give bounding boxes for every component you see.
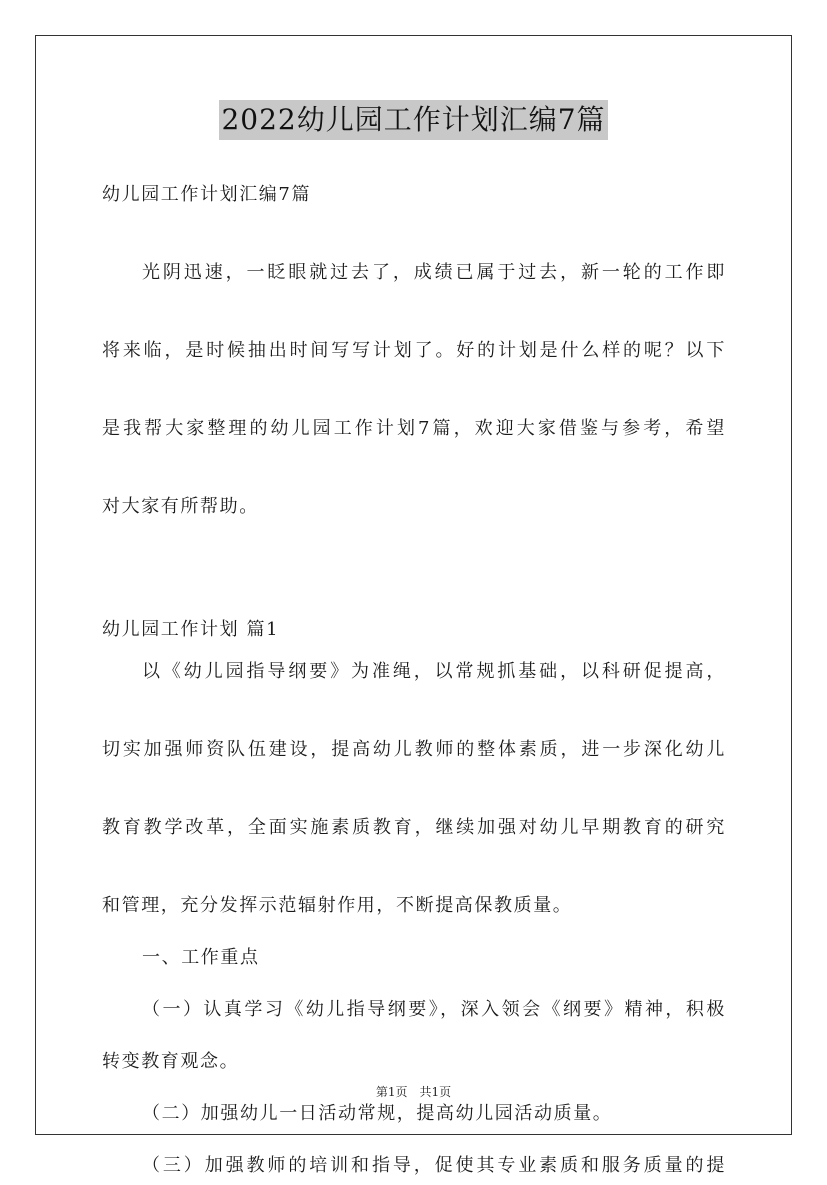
intro-line-4: 对大家有所帮助。 bbox=[102, 496, 259, 517]
document-subtitle: 幼儿园工作计划汇编7篇 bbox=[102, 184, 312, 205]
document-title: 2022幼儿园工作计划汇编7篇 bbox=[219, 100, 607, 140]
document-body bbox=[102, 175, 726, 1185]
section-1-line-4: 和管理，充分发挥示范辐射作用，不断提高保教质量。 bbox=[102, 895, 573, 916]
intro-line-2: 将来临，是时候抽出时间写写计划了。好的计划是什么样的呢？以下 bbox=[102, 340, 726, 361]
item-1-line-1: （一）认真学习《幼儿指导纲要》，深入领会《纲要》精神，积极 bbox=[142, 999, 726, 1020]
section-1-line-1: 以《幼儿园指导纲要》为准绳，以常规抓基础，以科研促提高， bbox=[142, 661, 726, 682]
intro-line-1: 光阴迅速，一眨眼就过去了，成绩已属于过去，新一轮的工作即 bbox=[142, 262, 726, 283]
section-1-line-2: 切实加强师资队伍建设，提高幼儿教师的整体素质，进一步深化幼儿 bbox=[102, 739, 726, 760]
title-container bbox=[0, 100, 827, 140]
item-2: （二）加强幼儿一日活动常规，提高幼儿园活动质量。 bbox=[142, 1103, 613, 1124]
page-number-footer: 第1页 共1页 bbox=[375, 1085, 452, 1099]
item-1-line-2: 转变教育观念。 bbox=[102, 1051, 240, 1072]
work-focus-heading: 一、工作重点 bbox=[142, 947, 260, 968]
item-3: （三）加强教师的培训和指导，促使其专业素质和服务质量的提 bbox=[142, 1155, 726, 1176]
section-1-line-3: 教育教学改革，全面实施素质教育，继续加强对幼儿早期教育的研究 bbox=[102, 817, 726, 838]
intro-line-3: 是我帮大家整理的幼儿园工作计划7篇，欢迎大家借鉴与参考，希望 bbox=[102, 418, 726, 439]
section-1-heading: 幼儿园工作计划 篇1 bbox=[102, 619, 280, 640]
